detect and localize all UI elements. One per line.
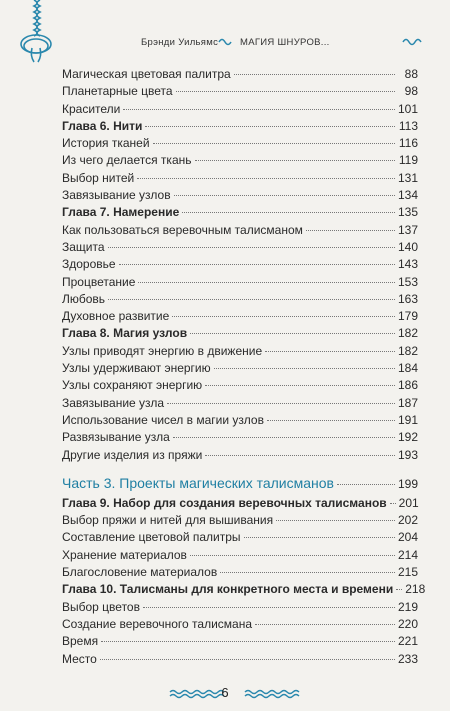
ornament-end-icon [402, 37, 424, 47]
toc-page-number: 202 [397, 513, 418, 528]
toc-dot-leader [190, 555, 395, 556]
toc-entry-title: Глава 10. Талисманы для конкретного места и времени [62, 582, 394, 597]
toc-page-number: 204 [397, 530, 418, 545]
toc-row [62, 222, 418, 239]
toc-row [62, 395, 418, 412]
toc-page-number: 199 [397, 476, 418, 491]
toc-entry-title: Глава 6. Нити [62, 118, 143, 133]
toc-entry-title: Любовь [62, 291, 106, 306]
toc-dot-leader [145, 126, 395, 127]
toc-row [62, 239, 418, 256]
toc-entry-title: Процветание [62, 274, 136, 289]
table-of-contents [62, 66, 426, 668]
toc-page-number: 214 [397, 547, 418, 562]
toc-page-number: 153 [397, 274, 418, 289]
toc-row [62, 308, 418, 325]
toc-page-number: 131 [397, 170, 418, 185]
toc-row [62, 66, 418, 83]
toc-page-number: 218 [405, 582, 426, 597]
toc-entry-title: Другие изделия из пряжи [62, 447, 203, 462]
toc-entry-title: Глава 7. Намерение [62, 205, 180, 220]
toc-entry-title: Выбор цветов [62, 599, 140, 614]
toc-row [62, 529, 418, 546]
toc-dot-leader [267, 420, 395, 421]
page-number: 6 [221, 685, 229, 700]
toc-row [62, 447, 418, 464]
toc-dot-leader [173, 437, 395, 438]
toc-dot-leader [100, 659, 395, 660]
toc-page-number: 135 [397, 205, 418, 220]
toc-entry-title: Выбор нитей [62, 170, 135, 185]
toc-dot-leader [108, 299, 395, 300]
toc-page-number: 179 [397, 309, 418, 324]
toc-entry-title: Здоровье [62, 257, 116, 272]
toc-row [62, 135, 418, 152]
toc-page-number: 186 [397, 378, 418, 393]
toc-page-number: 187 [397, 395, 418, 410]
toc-chapter-row [62, 495, 418, 512]
toc-dot-leader [176, 91, 395, 92]
toc-entry-title: Магическая цветовая палитра [62, 67, 231, 81]
toc-chapter-row [62, 325, 418, 342]
toc-entry-title: Хранение материалов [62, 547, 187, 562]
rope-knot-icon [16, 30, 56, 64]
toc-row [62, 429, 418, 446]
toc-page-number: 215 [397, 565, 418, 580]
toc-dot-leader [167, 403, 395, 404]
toc-page-number: 119 [398, 153, 418, 168]
toc-row [62, 274, 418, 291]
toc-page-number: 163 [397, 291, 418, 306]
toc-entry-title: Узлы сохраняют энергию [62, 378, 203, 393]
header-title: МАГИЯ ШНУРОВ... [240, 37, 330, 48]
toc-page-number: 140 [397, 239, 418, 254]
toc-dot-leader [182, 212, 395, 213]
toc-dot-leader [234, 74, 395, 75]
toc-entry-title: Использование чисел в магии узлов [62, 412, 264, 427]
toc-dot-leader [123, 109, 395, 110]
toc-page-number: 191 [397, 412, 418, 427]
toc-dot-leader [205, 385, 395, 386]
toc-row [62, 152, 418, 169]
toc-entry-title: Выбор пряжи и нитей для вышивания [62, 513, 274, 528]
toc-row [62, 547, 418, 564]
toc-entry-title: Узлы удерживают энергию [62, 361, 211, 376]
toc-entry-title: Время [62, 634, 99, 649]
toc-dot-leader [143, 607, 395, 608]
toc-page-number: 143 [397, 257, 418, 272]
toc-entry-title: Часть 3. Проекты магических талисманов [62, 474, 334, 491]
toc-dot-leader [214, 368, 395, 369]
toc-page-number: 134 [397, 188, 418, 203]
toc-dot-leader [306, 230, 395, 231]
toc-row [62, 187, 418, 204]
toc-dot-leader [205, 455, 395, 456]
toc-entry-title: Создание веревочного талисмана [62, 616, 253, 631]
toc-dot-leader [244, 537, 395, 538]
toc-dot-leader [108, 247, 395, 248]
page-footer [0, 684, 450, 704]
toc-page-number: 184 [397, 361, 418, 376]
footer-ornament-right-icon [244, 688, 302, 700]
toc-dot-leader [153, 143, 395, 144]
toc-dot-leader [337, 484, 395, 485]
toc-row [62, 101, 418, 118]
toc-page-number: 137 [397, 222, 418, 237]
toc-page-number: 182 [397, 326, 418, 341]
toc-page-number: 193 [397, 447, 418, 462]
toc-row [62, 83, 418, 100]
toc-dot-leader [195, 160, 396, 161]
toc-entry-title: Из чего делается ткань [62, 153, 192, 168]
toc-row [62, 170, 418, 187]
toc-entry-title: Духовное развитие [62, 309, 170, 324]
toc-page-number: 220 [397, 616, 418, 631]
toc-dot-leader [138, 282, 395, 283]
header-author: Брэнди Уильямс [141, 37, 219, 48]
toc-page-number: 101 [397, 101, 418, 116]
toc-row [62, 256, 418, 273]
ornament-icon [217, 37, 233, 47]
toc-page-number: 201 [398, 495, 419, 510]
toc-page-number: 233 [397, 651, 418, 666]
toc-dot-leader [396, 589, 402, 590]
toc-entry-title: Составление цветовой палитры [62, 530, 241, 545]
toc-entry-title: Глава 9. Набор для создания веревочных талисманов [62, 495, 387, 510]
toc-page-number: 98 [404, 84, 418, 99]
toc-entry-title: Место [62, 651, 97, 666]
toc-dot-leader [101, 641, 395, 642]
toc-row [62, 651, 418, 668]
toc-row [62, 599, 418, 616]
toc-dot-leader [174, 195, 395, 196]
toc-dot-leader [265, 351, 395, 352]
toc-dot-leader [190, 333, 395, 334]
toc-row [62, 633, 418, 650]
toc-page-number: 88 [404, 67, 418, 81]
toc-dot-leader [220, 572, 395, 573]
toc-entry-title: Планетарные цвета [62, 84, 173, 99]
toc-row [62, 360, 418, 377]
toc-chapter-row [62, 204, 418, 221]
toc-page-number: 113 [398, 118, 418, 133]
toc-entry-title: Узлы приводят энергию в движение [62, 343, 263, 358]
toc-entry-title: Благословение материалов [62, 565, 218, 580]
toc-row [62, 564, 418, 581]
toc-page-number: 219 [397, 599, 418, 614]
toc-dot-leader [276, 520, 395, 521]
toc-dot-leader [172, 316, 395, 317]
toc-dot-leader [119, 264, 395, 265]
toc-dot-leader [390, 503, 396, 504]
toc-row [62, 412, 418, 429]
toc-entry-title: Развязывание узла [62, 430, 170, 445]
toc-page-number: 116 [398, 136, 418, 151]
toc-row [62, 291, 418, 308]
toc-page-number: 192 [397, 430, 418, 445]
running-header [0, 0, 450, 60]
toc-row [62, 343, 418, 360]
toc-part-heading [62, 474, 418, 493]
toc-row [62, 512, 418, 529]
toc-dot-leader [255, 624, 395, 625]
toc-page-number: 182 [397, 343, 418, 358]
toc-chapter-row [62, 118, 418, 135]
toc-entry-title: Защита [62, 239, 105, 254]
toc-entry-title: Глава 8. Магия узлов [62, 326, 188, 341]
toc-dot-leader [137, 178, 395, 179]
toc-row [62, 377, 418, 394]
toc-chapter-row [62, 581, 426, 598]
toc-entry-title: Красители [62, 101, 121, 116]
toc-page-number: 221 [397, 634, 418, 649]
toc-entry-title: Как пользоваться веревочным талисманом [62, 222, 303, 237]
toc-entry-title: Завязывание узлов [62, 188, 171, 203]
toc-row [62, 616, 418, 633]
toc-entry-title: История тканей [62, 136, 150, 151]
toc-entry-title: Завязывание узла [62, 395, 165, 410]
